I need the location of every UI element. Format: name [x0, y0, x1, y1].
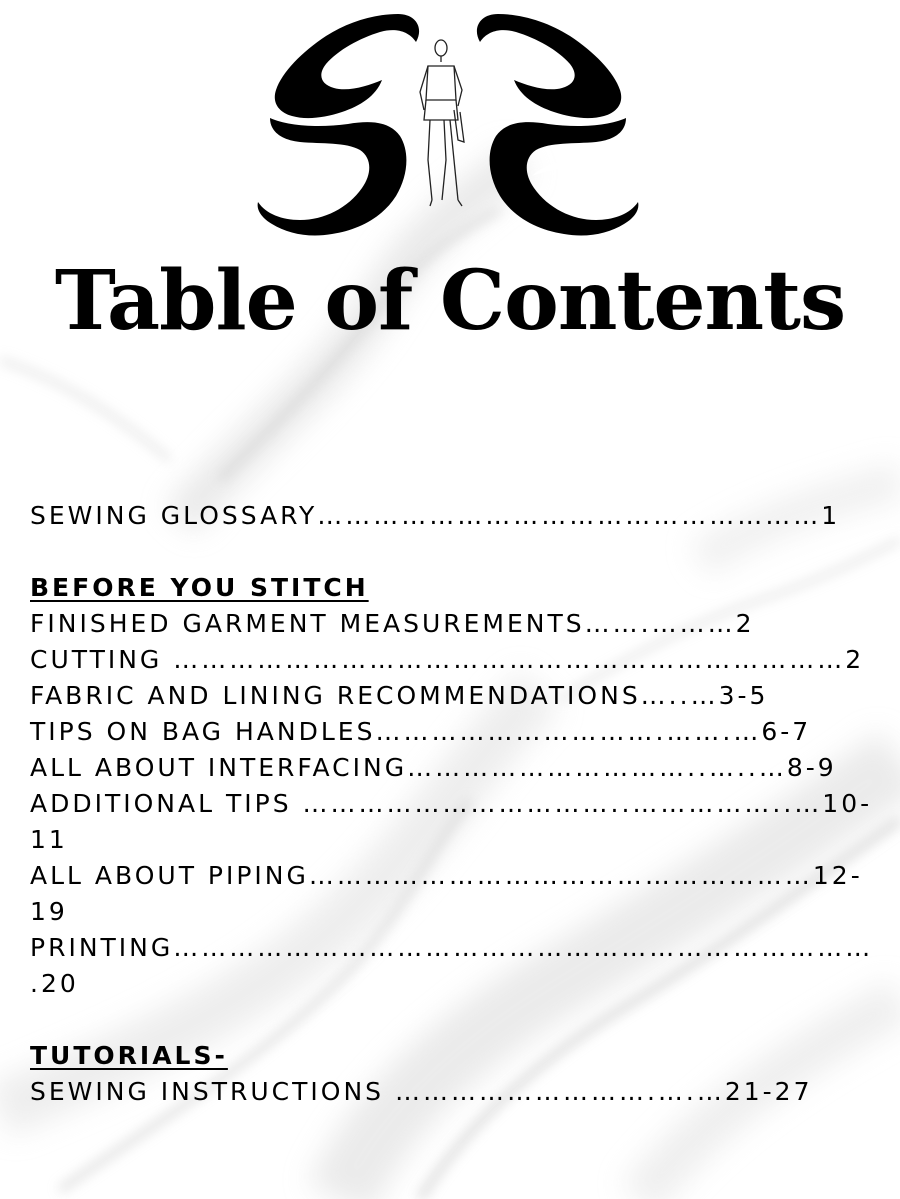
- ss-monogram-logo: [248, 10, 648, 245]
- toc-entry: FABRIC AND LINING RECOMMENDATIONS…..…3-5: [30, 681, 769, 710]
- fashion-figure-icon: [420, 40, 464, 206]
- section-spacer: [30, 534, 880, 570]
- section-spacer: [30, 1002, 880, 1038]
- section-heading-before-you-stitch: BEFORE YOU STITCH: [30, 573, 369, 602]
- toc-entry: ADDITIONAL TIPS ……………………………..……………..…10-11: [30, 789, 873, 854]
- toc-entry: CUTTING ………………………………………………………………2: [30, 645, 865, 674]
- toc-entry: ALL ABOUT INTERFACING…………………………..…..…8-9: [30, 753, 837, 782]
- toc-entry-sewing-glossary: SEWING GLOSSARY………………………………………………1: [30, 501, 841, 530]
- toc-entry: SEWING INSTRUCTIONS ……………………….….…21-27: [30, 1077, 813, 1106]
- table-of-contents: [30, 498, 880, 1110]
- page-title: Table of Contents: [54, 253, 846, 349]
- left-gothic-s-letter: [258, 14, 419, 236]
- toc-entry: TIPS ON BAG HANDLES………………………….…….…6-7: [30, 717, 812, 746]
- toc-entry: PRINTING………………………………………………………………….20: [30, 933, 874, 998]
- toc-entry: FINISHED GARMENT MEASUREMENTS…….………2: [30, 609, 755, 638]
- toc-entry: ALL ABOUT PIPING………………………………………………12-19: [30, 861, 863, 926]
- right-gothic-s-letter: [477, 14, 638, 236]
- section-heading-tutorials: TUTORIALS-: [30, 1041, 228, 1070]
